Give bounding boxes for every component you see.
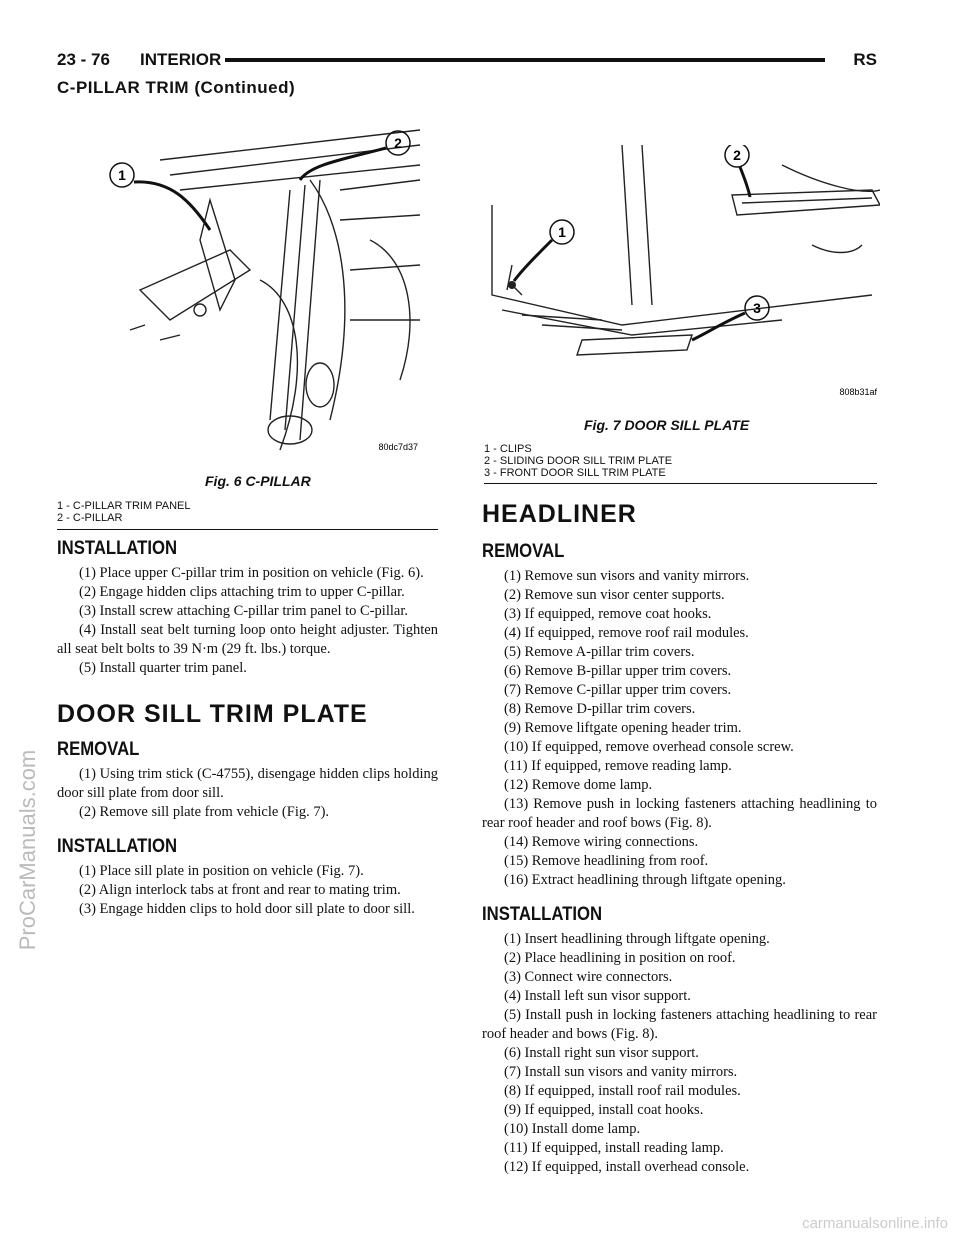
step: (3) Connect wire connectors. <box>504 969 673 985</box>
fig7-art-code: 808b31af <box>839 387 877 397</box>
fig6-rule <box>57 529 438 530</box>
fig7-callouts <box>514 145 769 340</box>
headliner-heading: HEADLINER <box>482 500 637 528</box>
figure-7-illustration <box>482 145 880 400</box>
fig6-callouts <box>110 131 410 230</box>
step: (4) Install seat belt turning loop onto height adjuster. Tighten all seat belt bolts to 39 N·m (29 ft. lbs.) torque. <box>57 622 438 657</box>
step: (15) Remove headlining from roof. <box>504 853 709 869</box>
step: (12) Remove dome lamp. <box>504 777 653 793</box>
step: (2) Place headlining in position on roof. <box>504 950 736 966</box>
step: (13) Remove push in locking fasteners attaching headlining to rear roof header and roof bows (Fig. 8). <box>482 796 877 831</box>
step: (1) Place sill plate in position on vehicle (Fig. 7). <box>79 863 364 879</box>
fig7-legend-item: 2 - SLIDING DOOR SILL TRIM PLATE <box>484 455 673 467</box>
step: (1) Insert headlining through liftgate opening. <box>504 931 770 947</box>
fig7-legend-item: 3 - FRONT DOOR SILL TRIM PLATE <box>484 467 666 479</box>
step: (6) Install right sun visor support. <box>504 1045 699 1061</box>
removal-heading: REMOVAL <box>482 541 565 562</box>
fig7-callout-1: 1 <box>558 224 566 240</box>
door-sill-heading: DOOR SILL TRIM PLATE <box>57 700 368 728</box>
step: (1) Remove sun visors and vanity mirrors. <box>504 568 750 584</box>
fig6-art-code: 80dc7d37 <box>378 442 418 452</box>
fig6-legend-item: 2 - C-PILLAR <box>57 512 123 524</box>
step: (10) Install dome lamp. <box>504 1121 641 1137</box>
step: (11) If equipped, install reading lamp. <box>504 1140 724 1156</box>
section-name: INTERIOR <box>140 50 222 69</box>
step: (3) If equipped, remove coat hooks. <box>504 606 712 622</box>
fig6-legend <box>57 500 190 524</box>
step: (8) Remove D-pillar trim covers. <box>504 701 696 717</box>
step: (4) Install left sun visor support. <box>504 988 691 1004</box>
step: (5) Remove A-pillar trim covers. <box>504 644 695 660</box>
removal-heading: REMOVAL <box>57 739 140 760</box>
installation2-heading: INSTALLATION <box>57 836 178 857</box>
fig6-legend-item: 1 - C-PILLAR TRIM PANEL <box>57 500 191 512</box>
step: (5) Install push in locking fasteners attaching headlining to rear roof header and bows (Fig. 8). <box>482 1007 877 1042</box>
step: (6) Remove B-pillar upper trim covers. <box>504 663 732 679</box>
right-column <box>482 494 877 1177</box>
side-watermark: ProCarManuals.com <box>15 749 40 951</box>
step: (7) Install sun visors and vanity mirrors. <box>504 1064 738 1080</box>
step: (2) Remove sun visor center supports. <box>504 587 725 603</box>
fig7-callout-3: 3 <box>753 300 761 316</box>
step: (7) Remove C-pillar upper trim covers. <box>504 682 732 698</box>
step: (3) Install screw attaching C-pillar trim panel to C-pillar. <box>79 603 408 619</box>
header-rule <box>225 58 825 62</box>
step: (3) Engage hidden clips to hold door sill plate to door sill. <box>79 901 415 917</box>
step: (4) If equipped, remove roof rail modules. <box>504 625 749 641</box>
fig7-legend <box>484 443 672 479</box>
fig7-callout-2: 2 <box>733 147 741 163</box>
figure-6-illustration <box>100 120 440 460</box>
step: (9) If equipped, install coat hooks. <box>504 1102 704 1118</box>
fig6-callout-1: 1 <box>118 167 126 183</box>
step: (14) Remove wiring connections. <box>504 834 699 850</box>
fig7-legend-item: 1 - CLIPS <box>484 443 532 455</box>
installation-heading: INSTALLATION <box>57 538 178 559</box>
fig6-callout-2: 2 <box>394 135 402 151</box>
step: (16) Extract headlining through liftgate opening. <box>504 872 786 888</box>
step: (9) Remove liftgate opening header trim. <box>504 720 742 736</box>
page-number: 23 - 76 <box>57 50 110 69</box>
continued-title: C-PILLAR TRIM (Continued) <box>57 78 296 97</box>
step: (12) If equipped, install overhead console. <box>504 1159 750 1175</box>
step: (8) If equipped, install roof rail modules. <box>504 1083 741 1099</box>
model-code: RS <box>853 50 877 69</box>
fig7-caption: Fig. 7 DOOR SILL PLATE <box>584 417 750 433</box>
fig6-caption: Fig. 6 C-PILLAR <box>205 473 311 489</box>
step: (2) Align interlock tabs at front and rear to mating trim. <box>79 882 401 898</box>
installation-heading: INSTALLATION <box>482 904 603 925</box>
step: (11) If equipped, remove reading lamp. <box>504 758 732 774</box>
step: (1) Using trim stick (C-4755), disengage hidden clips holding door sill plate from door sill. <box>57 766 438 801</box>
step: (5) Install quarter trim panel. <box>79 660 247 676</box>
page-header <box>57 50 877 72</box>
step: (2) Engage hidden clips attaching trim to upper C-pillar. <box>79 584 405 600</box>
fig7-rule <box>484 483 877 484</box>
step: (2) Remove sill plate from vehicle (Fig. 7). <box>79 804 330 820</box>
left-column <box>57 538 438 919</box>
step: (10) If equipped, remove overhead console screw. <box>504 739 794 755</box>
footer-watermark: carmanualsonline.info <box>802 1215 948 1232</box>
step: (1) Place upper C-pillar trim in position on vehicle (Fig. 6). <box>79 565 424 581</box>
